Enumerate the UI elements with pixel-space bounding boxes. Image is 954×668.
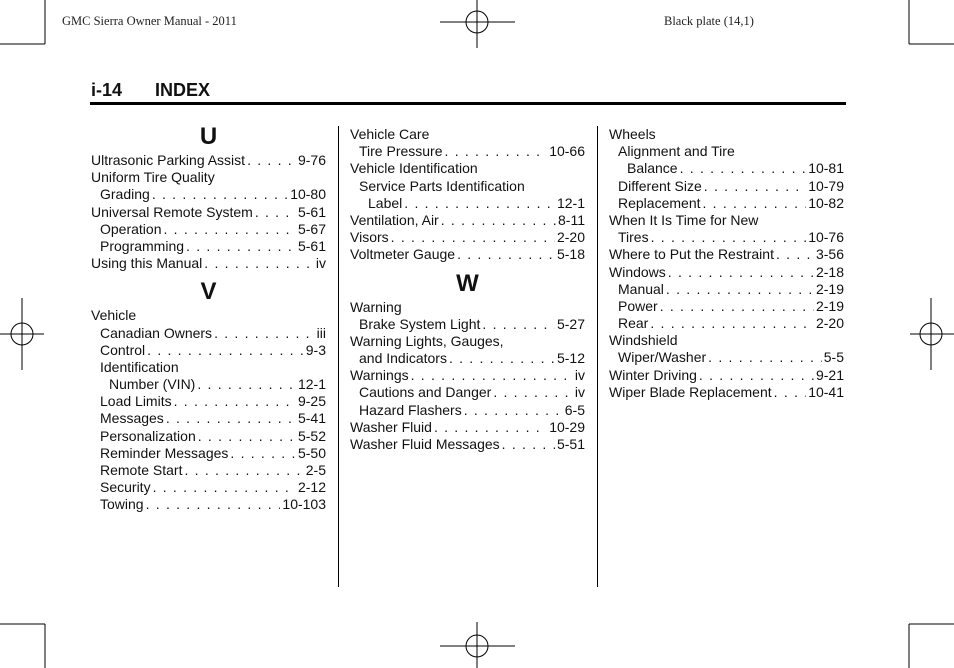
dot-leader: [391, 229, 555, 246]
dot-leader: [163, 221, 295, 238]
index-entry-text: Rear: [618, 315, 649, 332]
index-entry-text: Windshield: [609, 332, 678, 349]
plate-header-left: GMC Sierra Owner Manual - 2011: [62, 14, 237, 28]
index-entry-text: Tire Pressure: [359, 143, 443, 160]
column-divider: [597, 126, 598, 587]
index-entry: [350, 126, 585, 143]
index-entry: [91, 186, 326, 203]
index-page-ref: 5-50: [297, 444, 326, 461]
index-column-1: [91, 123, 326, 514]
dot-leader: [666, 281, 814, 298]
index-letter-heading: V: [200, 278, 217, 306]
index-page-ref: 5-41: [297, 410, 326, 427]
index-entry-text: Replacement: [618, 194, 701, 211]
index-entry: [350, 299, 585, 316]
index-column-3: [609, 126, 844, 401]
dot-leader: [651, 229, 807, 246]
index-page-ref: 10-79: [808, 177, 844, 194]
dot-leader: [198, 428, 296, 445]
dot-leader: [197, 376, 296, 393]
page-number: i-14: [91, 80, 123, 100]
dot-leader: [708, 349, 822, 366]
index-entry-text: Using this Manual: [91, 255, 203, 272]
index-entry-text: Label: [368, 194, 403, 211]
index-entry-text: Manual: [618, 280, 664, 297]
page-title: INDEX: [155, 80, 211, 100]
index-entry-text: Operation: [100, 220, 162, 237]
index-page-ref: 6-5: [564, 401, 585, 418]
index-entry: [609, 229, 844, 246]
index-page-ref: 2-20: [815, 315, 844, 332]
index-page-ref: 9-21: [815, 366, 844, 383]
index-entry: [609, 264, 844, 281]
index-entry: [91, 325, 326, 342]
dot-leader: [186, 238, 296, 255]
index-entry: [609, 298, 844, 315]
index-entry-text: Universal Remote System: [91, 203, 253, 220]
dot-leader: [776, 246, 814, 263]
index-page-ref: iv: [315, 255, 326, 272]
index-entry: [350, 246, 585, 263]
index-entry: [350, 419, 585, 436]
index-entry: [609, 160, 844, 177]
index-entry: [91, 496, 326, 513]
index-entry-text: Tires: [618, 229, 649, 246]
index-page-ref: 10-81: [808, 160, 844, 177]
dot-leader: [703, 195, 807, 212]
index-entry-text: Hazard Flashers: [359, 401, 462, 418]
index-column-2: [350, 126, 585, 453]
index-entry-text: Winter Driving: [609, 366, 697, 383]
index-entry: [91, 359, 326, 376]
index-page-ref: 2-5: [305, 462, 326, 478]
index-entry-text: Security: [100, 479, 151, 496]
index-entry: [609, 178, 844, 195]
dot-leader: [502, 436, 555, 453]
index-entry-text: Brake System Light: [359, 315, 481, 332]
index-entry: [91, 462, 326, 479]
dot-leader: [255, 204, 296, 221]
column-divider: [338, 126, 339, 587]
index-page-ref: 5-61: [297, 237, 326, 254]
index-entry: [609, 315, 844, 332]
index-entry-text: Towing: [100, 496, 144, 513]
index-entry-text: Warnings: [350, 367, 409, 384]
index-entry-text: Visors: [350, 229, 389, 246]
index-page-ref: 5-51: [556, 436, 585, 452]
dot-leader: [174, 393, 296, 410]
dot-leader: [441, 212, 556, 229]
index-entry: [350, 160, 585, 177]
dot-leader: [493, 384, 573, 401]
index-page-ref: 5-52: [297, 427, 326, 444]
index-entry: [91, 152, 326, 169]
index-entry-text: Balance: [627, 160, 678, 177]
index-entry: [609, 384, 844, 401]
index-entry-text: Different Size: [618, 177, 702, 194]
index-page-ref: 10-82: [808, 194, 844, 211]
dot-leader: [650, 315, 814, 332]
index-entry: [609, 143, 844, 160]
index-letter-heading: W: [456, 269, 479, 297]
index-entry: [609, 195, 844, 212]
index-entry-text: Ventilation, Air: [350, 211, 439, 228]
index-entry-text: Wheels: [609, 126, 656, 142]
index-page-ref: 5-27: [556, 315, 585, 332]
index-letter-heading: U: [199, 123, 218, 150]
index-entry-text: Where to Put the Restraint: [609, 246, 774, 263]
index-entry-text: Wiper Blade Replacement: [609, 383, 772, 400]
index-entry: [609, 349, 844, 366]
index-entry: [350, 402, 585, 419]
index-entry-text: Remote Start: [100, 462, 183, 478]
index-entry: [91, 410, 326, 427]
dot-leader: [445, 143, 548, 160]
index-entry: [350, 178, 585, 195]
index-entry: [91, 445, 326, 462]
index-page-ref: 12-1: [297, 376, 326, 393]
index-page-ref: 5-61: [297, 203, 326, 220]
index-entry-text: Uniform Tire Quality: [91, 169, 215, 186]
index-page-ref: iii: [316, 324, 326, 341]
index-entry: [350, 195, 585, 212]
dot-leader: [411, 367, 573, 384]
index-entry-text: Voltmeter Gauge: [350, 246, 456, 263]
index-entry: [609, 126, 844, 143]
index-entry-text: Alignment and Tire: [618, 143, 735, 160]
index-entry: [350, 316, 585, 333]
index-entry-text: Programming: [100, 237, 185, 254]
index-entry-text: Warning Lights, Gauges,: [350, 332, 504, 349]
dot-leader: [230, 445, 296, 462]
index-entry-text: Personalization: [100, 427, 196, 444]
index-page-ref: 5-5: [823, 349, 844, 366]
index-entry: [609, 332, 844, 349]
dot-leader: [680, 160, 807, 177]
page-title-bar: [90, 80, 846, 105]
index-entry-text: Ultrasonic Parking Assist: [91, 152, 246, 168]
index-entry: [91, 342, 326, 359]
dot-leader: [774, 384, 807, 401]
dot-leader: [152, 186, 288, 203]
dot-leader: [482, 316, 555, 333]
index-entry: [609, 281, 844, 298]
dot-leader: [660, 298, 814, 315]
index-entry: [91, 393, 326, 410]
index-entry-text: Washer Fluid Messages: [350, 436, 500, 452]
index-entry: [91, 376, 326, 393]
index-page-ref: 10-29: [549, 418, 585, 435]
index-entry-text: Washer Fluid: [350, 418, 432, 435]
index-entry-text: Canadian Owners: [100, 324, 213, 341]
index-entry: [350, 229, 585, 246]
index-entry: [350, 436, 585, 453]
dot-leader: [457, 246, 555, 263]
index-entry: [609, 367, 844, 384]
index-entry: [91, 255, 326, 272]
index-entry: [609, 212, 844, 229]
index-page-ref: 9-76: [297, 152, 326, 168]
index-entry: [91, 169, 326, 186]
index-entry: [91, 221, 326, 238]
index-entry-text: Identification: [100, 358, 179, 375]
dot-leader: [153, 479, 296, 496]
dot-leader: [184, 462, 303, 479]
dot-leader: [434, 419, 547, 436]
index-page-ref: 8-11: [558, 211, 585, 228]
index-entry-text: Warning: [350, 298, 402, 315]
dot-leader: [204, 255, 314, 272]
index-page-ref: 10-41: [808, 383, 844, 400]
index-entry-text: Windows: [609, 263, 666, 280]
dot-leader: [704, 178, 806, 195]
index-entry-text: Vehicle Identification: [350, 160, 478, 177]
index-entry-text: Grading: [100, 186, 150, 203]
index-page-ref: 2-19: [815, 297, 844, 314]
index-page-ref: 5-67: [297, 220, 326, 237]
dot-leader: [146, 496, 281, 513]
index-entry-text: Control: [100, 341, 146, 358]
index-page-ref: 10-66: [549, 143, 585, 160]
index-entry-text: Power: [618, 297, 658, 314]
index-entry: [350, 143, 585, 160]
index-page-ref: iv: [574, 367, 585, 384]
index-entry-text: Load Limits: [100, 393, 172, 410]
index-entry-text: Vehicle Care: [350, 126, 430, 142]
index-entry-text: Vehicle: [91, 307, 137, 324]
index-entry: [350, 384, 585, 401]
index-page-ref: 10-80: [290, 186, 326, 203]
index-entry: [91, 428, 326, 445]
index-entry: [350, 333, 585, 350]
index-entry-text: Wiper/Washer: [618, 349, 707, 366]
index-entry-text: Reminder Messages: [100, 444, 229, 461]
index-page-ref: 2-18: [815, 263, 844, 280]
dot-leader: [449, 350, 555, 367]
index-page-ref: 2-20: [556, 229, 585, 246]
index-entry-text: Number (VIN): [109, 376, 196, 393]
index-page-ref: 10-103: [282, 496, 326, 513]
index-entry-text: Cautions and Danger: [359, 384, 492, 401]
index-page-ref: 5-12: [556, 350, 585, 367]
index-entry-text: Messages: [100, 410, 164, 427]
index-page-ref: 12-1: [556, 194, 585, 211]
index-entry: [350, 367, 585, 384]
index-page-ref: 3-56: [815, 246, 844, 263]
index-entry: [609, 246, 844, 263]
index-page-ref: 9-25: [297, 393, 326, 410]
index-page-ref: 2-19: [815, 280, 844, 297]
dot-leader: [147, 342, 304, 359]
index-page-ref: 10-76: [808, 229, 844, 246]
index-entry: [91, 238, 326, 255]
plate-header-right: Black plate (14,1): [664, 14, 754, 28]
index-entry: [91, 307, 326, 324]
dot-leader: [668, 264, 814, 281]
dot-leader: [404, 195, 555, 212]
index-entry-text: and Indicators: [359, 350, 447, 367]
dot-leader: [247, 152, 296, 169]
index-entry: [91, 204, 326, 221]
dot-leader: [464, 402, 563, 419]
dot-leader: [166, 410, 296, 427]
index-page-ref: 5-18: [556, 246, 585, 263]
index-page-ref: 2-12: [297, 479, 326, 496]
index-entry: [350, 212, 585, 229]
index-entry-text: When It Is Time for New: [609, 211, 759, 228]
index-page-ref: 9-3: [305, 341, 326, 358]
index-entry: [350, 350, 585, 367]
dot-leader: [699, 367, 814, 384]
index-entry: [91, 479, 326, 496]
dot-leader: [214, 325, 315, 342]
index-page-ref: iv: [574, 384, 585, 401]
index-entry-text: Service Parts Identification: [359, 177, 525, 194]
